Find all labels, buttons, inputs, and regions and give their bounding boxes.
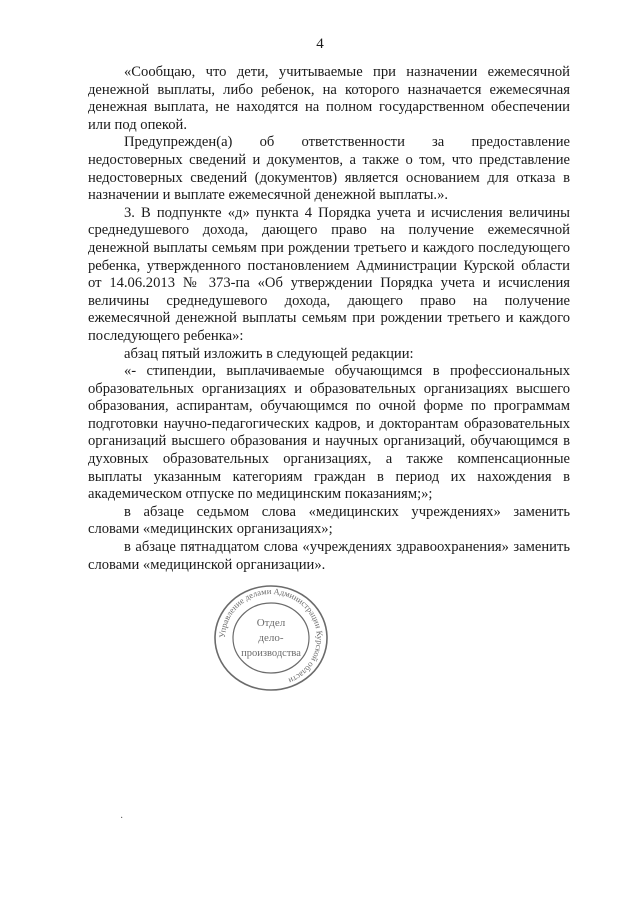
- paragraph-declaration: «Сообщаю, что дети, учитываемые при назначении ежемесячной денежной выплаты, либо ребенок, на которого назначается ежемесячная денежная выплата, не находятся на полном государственном обеспечении или под опекой.: [88, 64, 570, 133]
- paragraph-abzac-seven: в абзаце седьмом слова «медицинских учреждениях» заменить словами «медицинских организациях»;: [88, 503, 570, 538]
- stamp-line-3: производства: [241, 648, 301, 659]
- paragraph-abzac-fifteen: в абзаце пятнадцатом слова «учреждениях здравоохранения» заменить словами «медицинской организации».: [88, 539, 570, 573]
- page-number: 4: [316, 36, 324, 52]
- document-body: [88, 64, 570, 574]
- paragraph-warning: Предупрежден(а) об ответственности за предоставление недостоверных сведений и документов, а также о том, что представление недостоверных сведений (документов) является основанием для отказа в назначении и выплате ежемесячной денежной выплаты.».: [88, 134, 570, 204]
- stamp-seal-icon: [212, 584, 330, 692]
- office-stamp: [212, 584, 330, 692]
- stamp-line-2: дело-: [258, 632, 284, 644]
- stamp-ring-text: Управление делами Администрации Курской области: [216, 585, 326, 687]
- paragraph-abzac-five: абзац пятый изложить в следующей редакции:: [124, 345, 414, 362]
- paragraph-stipends: «- стипендии, выплачиваемые обучающимся в профессиональных образовательных организациях и образовательных организациях высшего образования, аспирантам, обучающимся по очной форме по программам подготовки научно-педагогических кадров, и докторантам образовательных организаций высшего образования и научных организаций, обучающимся в духовных образовательных организациях, а также компенсационные выплаты указанным категориям граждан в период их нахождения в академическом отпуске по медицинским показаниям;»;: [88, 363, 570, 503]
- paragraph-item-3: 3. В подпункте «д» пункта 4 Порядка учета и исчисления величины среднедушевого дохода, дающего право на получение ежемесячной денежной выплаты семьям при рождении третьего и каждого последующего ребенка, утвержденного постановлением Администрации Курской области от 14.06.2013 № 373-па «Об утверждении Порядка учета и исчисления величины среднедушевого дохода, дающего право на получение ежемесячной денежной выплаты семьям при рождении третьего и каждого последующего ребенка»:: [88, 204, 570, 344]
- scan-speck: ·: [120, 813, 124, 824]
- stamp-line-1: Отдел: [256, 617, 286, 629]
